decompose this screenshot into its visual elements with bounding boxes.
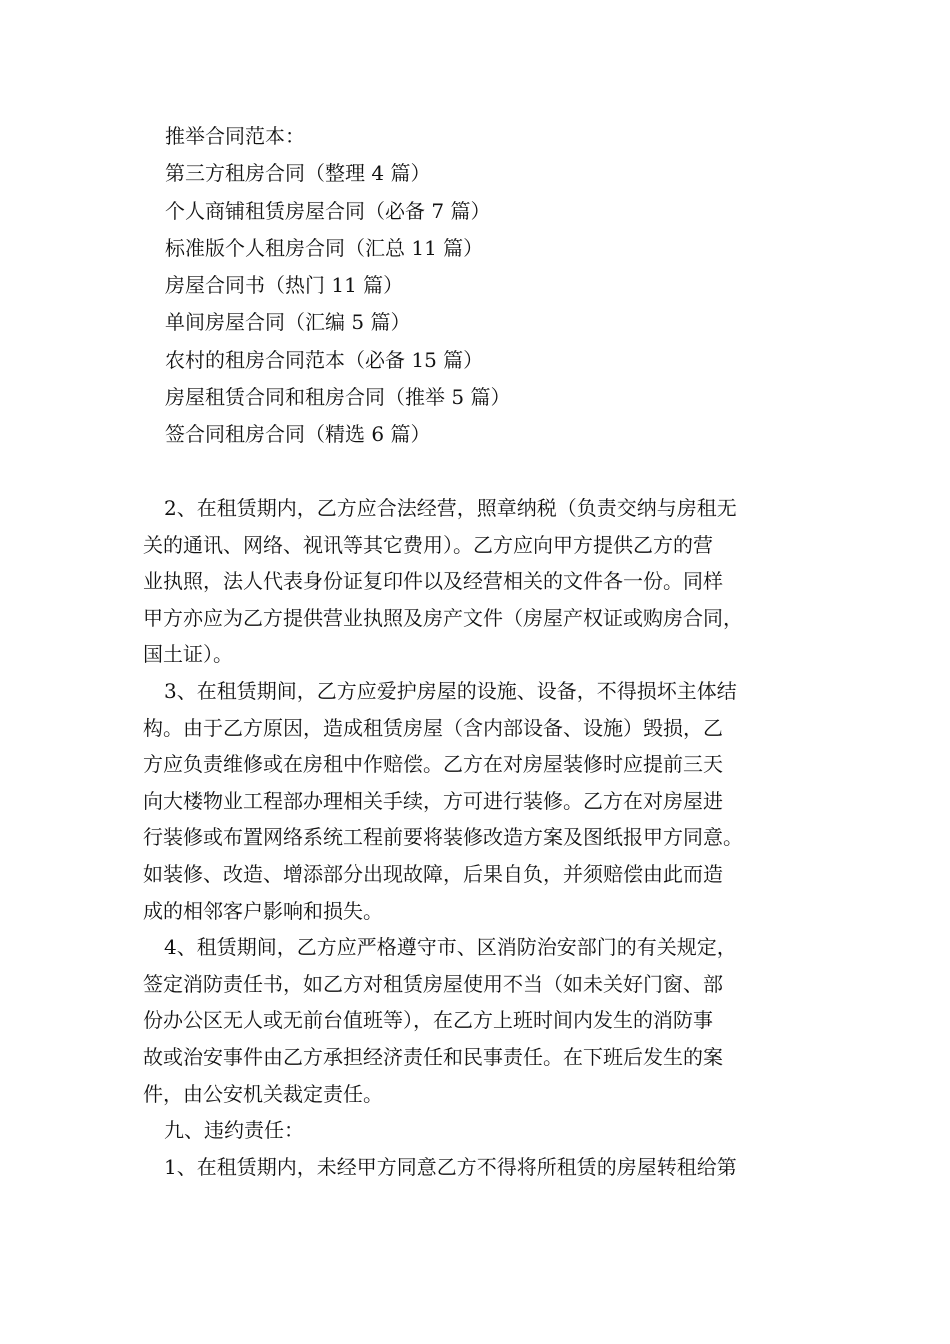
list-item[interactable]: 农村的租房合同范本（必备 15 篇） — [165, 347, 484, 372]
clause-3-line: 向大楼物业工程部办理相关手续，方可进行装修。乙方在对房屋进 — [143, 788, 723, 813]
clause-2-line: 业执照，法人代表身份证复印件以及经营相关的文件各一份。同样 — [143, 569, 723, 594]
recommend-list — [165, 118, 825, 454]
list-item[interactable]: 标准版个人租房合同（汇总 11 篇） — [165, 235, 484, 260]
list-item[interactable]: 房屋租赁合同和租房合同（推举 5 篇） — [165, 385, 511, 410]
clause-9-1-line: 1、在租赁期内，未经甲方同意乙方不得将所租赁的房屋转租给第 — [164, 1154, 737, 1179]
section-9 — [143, 1112, 807, 1149]
section-9-heading: 九、违约责任： — [164, 1118, 304, 1143]
list-item[interactable]: 单间房屋合同（汇编 5 篇） — [165, 310, 411, 335]
clause-4-line: 故或治安事件由乙方承担经济责任和民事责任。在下班后发生的案 — [143, 1044, 723, 1069]
clause-3-line: 方应负责维修或在房租中作赔偿。乙方在对房屋装修时应提前三天 — [143, 752, 723, 777]
clause-3 — [143, 673, 807, 929]
contract-body — [143, 490, 807, 1185]
list-item[interactable]: 第三方租房合同（整理 4 篇） — [165, 161, 431, 186]
clause-2-line: 2、在租赁期内，乙方应合法经营，照章纳税（负责交纳与房租无 — [164, 496, 737, 520]
clause-3-line: 行装修或布置网络系统工程前要将装修改造方案及图纸报甲方同意。 — [143, 825, 743, 850]
clause-3-line: 如装修、改造、增添部分出现故障，后果自负，并须赔偿由此而造 — [143, 861, 723, 886]
list-item[interactable]: 签合同租房合同（精选 6 篇） — [165, 422, 431, 447]
clause-2 — [143, 490, 807, 673]
clause-9-1 — [143, 1149, 807, 1186]
clause-3-line: 3、在租赁期间，乙方应爱护房屋的设施、设备，不得损坏主体结 — [164, 678, 737, 703]
clause-2-line: 国土证）。 — [143, 642, 233, 667]
recommend-heading: 推举合同范本： — [165, 124, 305, 148]
clause-2-line: 甲方亦应为乙方提供营业执照及房产文件（房屋产权证或购房合同， — [143, 605, 743, 630]
clause-4-line: 4、租赁期间，乙方应严格遵守市、区消防治安部门的有关规定， — [164, 935, 737, 960]
clause-4-line: 件，由公安机关裁定责任。 — [143, 1081, 383, 1106]
clause-4-line: 份办公区无人或无前台值班等），在乙方上班时间内发生的消防事 — [143, 1008, 713, 1033]
list-item[interactable]: 房屋合同书（热门 11 篇） — [165, 273, 404, 298]
list-item[interactable]: 个人商铺租赁房屋合同（必备 7 篇） — [165, 198, 491, 223]
clause-3-line: 构。由于乙方原因，造成租赁房屋（含内部设备、设施）毁损，乙 — [143, 715, 723, 740]
clause-4 — [143, 929, 807, 1112]
clause-3-line: 成的相邻客户影响和损失。 — [143, 898, 383, 923]
clause-4-line: 签定消防责任书，如乙方对租赁房屋使用不当（如未关好门窗、部 — [143, 971, 723, 996]
clause-2-line: 关的通讯、网络、视讯等其它费用）。乙方应向甲方提供乙方的营 — [143, 532, 713, 557]
